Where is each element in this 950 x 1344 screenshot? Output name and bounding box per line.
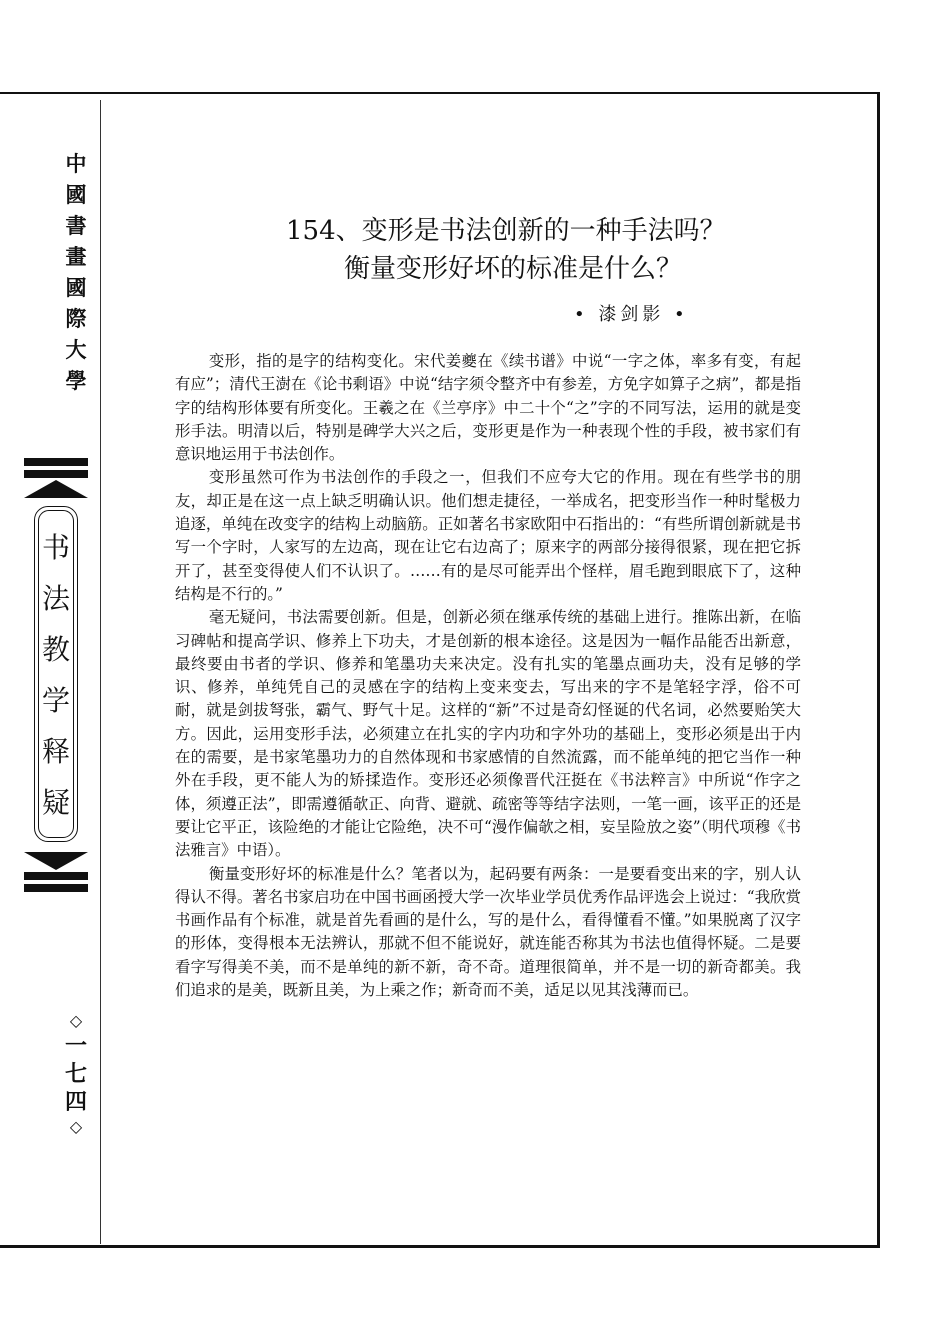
ornament-bar [24, 458, 88, 466]
book-title-char: 书 [41, 531, 70, 564]
author: • 漆剑影 • [574, 304, 689, 325]
series-char: 際 [65, 306, 87, 331]
book-title-char: 疑 [41, 786, 70, 819]
book-title [34, 522, 78, 828]
inner-left-rule [100, 100, 101, 1244]
page-number [60, 1010, 92, 1138]
article-title [230, 212, 760, 288]
ornament-bar [24, 470, 88, 478]
paragraph: 变形虽然可作为书法创作的手段之一，但我们不应夸大它的作用。现在有些学书的朋友，却正是在这一点上缺乏明确认识。他们想走捷径，一举成名，把变形当作一种时髦极力追逐，单纯在改变字的结构上动脑筋。正如著名书家欧阳中石指出的：“有些所谓创新就是书写一个字时，人家写的左边高，现在让它右边高了；原来字的两部分接得很紧，现在把它拆开了，甚至变得使人们不认识了。……有的是尽可能弄出个怪样，眉毛跑到眼底下了，这种结构是不行的。” [175, 468, 801, 603]
article-body [175, 350, 801, 1002]
book-title-char: 学 [41, 684, 70, 717]
book-title-char: 教 [41, 633, 70, 666]
ornament-chevron [24, 480, 88, 498]
series-char: 學 [65, 368, 87, 393]
page-number-char: 四 [64, 1089, 87, 1115]
diamond-marker: ◇ [69, 1011, 83, 1030]
paragraph: 衡量变形好坏的标准是什么？笔者以为，起码要有两条：一是要看变出来的字，别人认得认不得。著名书家启功在中国书画函授大学一次毕业学员优秀作品评选会上说过：“我欣赏书画作品有个标准，就是首先看画的是什么，写的是什么，看得懂看不懂。”如果脱离了汉字的形体，变得根本无法辨认，那就不但不能说好，就连能否称其为书法也值得怀疑。二是要看字写得美不美，而不是单纯的新不新，奇不奇。道理很简单，并不是一切的新奇都美。我们追求的是美，既新且美，为上乘之作；新奇而不美，适足以见其浅薄而已。 [175, 864, 801, 1000]
series-char: 國 [65, 275, 87, 300]
diamond-marker: ◇ [69, 1117, 83, 1136]
series-title [64, 148, 88, 396]
series-char: 中 [65, 151, 87, 176]
book-title-panel [16, 458, 90, 890]
series-char: 書 [65, 213, 87, 238]
paragraph: 毫无疑问，书法需要创新。但是，创新必须在继承传统的基础上进行。推陈出新，在临习碑帖和提高学识、修养上下功夫，才是创新的根本途径。这是因为一幅作品能否出新意，最终要由书者的学识、修养和笔墨功夫来决定。没有扎实的笔墨点画功夫，没有足够的学识、修养，单纯凭自己的灵感在字的结构上变来变去，写出来的字不是笔轻字浮，俗不可耐，就是剑拔弩张，霸气、野气十足。这样的“新”不过是奇幻怪诞的代名词，必然要贻笑大方。因此，运用变形手法，必须建立在扎实的字内功和字外功的基础上，变形必须是出于内在的需要，是书家笔墨功力的自然体现和书家感情的自然流露，而不能单纯的把它当作一种外在手段，更不能人为的矫揉造作。变形还必须像晋代汪挺在《书法粹言》中所说“作字之体，须遵正法”，即需遵循欹正、向背、避就、疏密等等结字法则，一笔一画，该平正的还是要让它平正，该险绝的才能让它险绝，决不可“漫作偏欹之相，妄呈险放之姿”（明代项穆《书法雅言》中语）。 [175, 608, 801, 860]
ornament-bar [24, 884, 88, 892]
series-char: 畫 [65, 244, 87, 269]
book-title-char: 释 [41, 735, 70, 768]
title-line-2: 衡量变形好坏的标准是什么？ [344, 254, 683, 284]
title-line-1: 154、变形是书法创新的一种手法吗？ [286, 216, 726, 246]
page-number-char: 七 [64, 1061, 87, 1087]
ornament-bar [24, 872, 88, 880]
paragraph: 变形，指的是字的结构变化。宋代姜夔在《续书谱》中说“一字之体，率多有变，有起有应”；清代王澍在《论书剩语》中说“结字须令整齐中有参差，方免字如算子之病”，都是指字的结构形体要有所变化。王羲之在《兰亭序》中二十个“之”字的不同写法，运用的就是变形手法。明清以后，特别是碑学大兴之后，变形更是作为一种表现个性的手段，被书家们有意识地运用于书法创作。 [175, 352, 801, 464]
book-title-char: 法 [41, 582, 70, 615]
series-char: 大 [65, 337, 87, 362]
page-number-char: 一 [64, 1033, 87, 1059]
series-char: 國 [65, 182, 87, 207]
ornament-chevron [24, 852, 88, 870]
